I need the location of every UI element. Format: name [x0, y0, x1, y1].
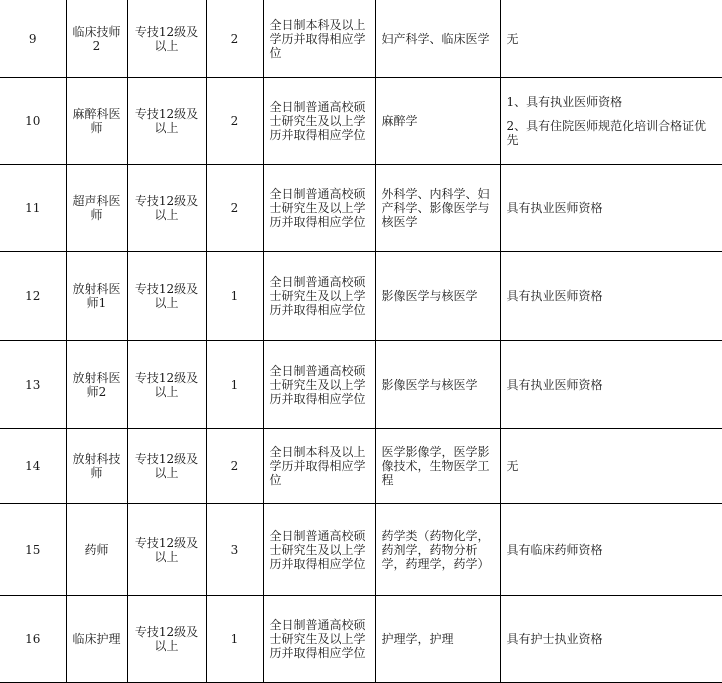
cell-grade: 专技12级及以上 — [127, 504, 206, 596]
cell-major: 药学类（药物化学，药剂学，药物分析学，药理学，药学） — [375, 504, 500, 596]
cell-number: 10 — [0, 78, 66, 165]
table-row — [0, 504, 722, 596]
cell-education: 全日制普通高校硕士研究生及以上学历并取得相应学位 — [263, 504, 375, 596]
table-row — [0, 429, 722, 504]
cell-education: 全日制本科及以上学历并取得相应学位 — [263, 0, 375, 78]
cell-education: 全日制普通高校硕士研究生及以上学历并取得相应学位 — [263, 596, 375, 683]
requirement-line: 具有临床药师资格 — [506, 542, 603, 557]
requirement-line: 1、具有执业医师资格 — [506, 95, 623, 109]
cell-major: 外科学、内科学、妇产科学、影像医学与核医学 — [375, 165, 500, 252]
cell-post-name: 临床技师2 — [66, 0, 127, 78]
requirement-line: 具有执业医师资格 — [506, 201, 603, 215]
cell-requirements — [500, 252, 722, 341]
requirement-line: 无 — [506, 31, 519, 46]
cell-requirements — [500, 0, 722, 78]
table-row — [0, 252, 722, 341]
table-row — [0, 341, 722, 429]
cell-count: 1 — [206, 252, 263, 341]
cell-major: 妇产科学、临床医学 — [375, 0, 500, 78]
cell-number: 12 — [0, 252, 66, 341]
cell-number: 16 — [0, 596, 66, 683]
cell-requirements — [500, 78, 722, 165]
cell-number: 9 — [0, 0, 66, 78]
cell-major: 影像医学与核医学 — [375, 252, 500, 341]
cell-major: 医学影像学，医学影像技术，生物医学工程 — [375, 429, 500, 504]
cell-requirements — [500, 341, 722, 429]
cell-education: 全日制本科及以上学历并取得相应学位 — [263, 429, 375, 504]
cell-count: 2 — [206, 429, 263, 504]
cell-major: 麻醉学 — [375, 78, 500, 165]
cell-count: 3 — [206, 504, 263, 596]
cell-post-name: 药师 — [66, 504, 127, 596]
cell-grade: 专技12级及以上 — [127, 429, 206, 504]
cell-post-name: 放射科医师1 — [66, 252, 127, 341]
cell-education: 全日制普通高校硕士研究生及以上学历并取得相应学位 — [263, 165, 375, 252]
requirement-line: 具有护士执业资格 — [506, 632, 603, 646]
cell-number: 14 — [0, 429, 66, 504]
cell-grade: 专技12级及以上 — [127, 78, 206, 165]
table-row — [0, 596, 722, 683]
cell-count: 2 — [206, 165, 263, 252]
cell-education: 全日制普通高校硕士研究生及以上学历并取得相应学位 — [263, 78, 375, 165]
cell-post-name: 超声科医师 — [66, 165, 127, 252]
cell-grade: 专技12级及以上 — [127, 165, 206, 252]
cell-education: 全日制普通高校硕士研究生及以上学历并取得相应学位 — [263, 252, 375, 341]
requirement-line: 具有执业医师资格 — [506, 377, 603, 392]
cell-major: 护理学，护理 — [375, 596, 500, 683]
cell-grade: 专技12级及以上 — [127, 596, 206, 683]
cell-requirements — [500, 504, 722, 596]
cell-post-name: 麻醉科医师 — [66, 78, 127, 165]
cell-requirements — [500, 429, 722, 504]
cell-number: 11 — [0, 165, 66, 252]
cell-major: 影像医学与核医学 — [375, 341, 500, 429]
cell-number: 13 — [0, 341, 66, 429]
cell-number: 15 — [0, 504, 66, 596]
cell-post-name: 放射科技师 — [66, 429, 127, 504]
cell-requirements — [500, 165, 722, 252]
requirement-line: 具有执业医师资格 — [506, 289, 603, 303]
requirement-line: 无 — [506, 459, 519, 473]
cell-post-name: 临床护理 — [66, 596, 127, 683]
cell-count: 2 — [206, 0, 263, 78]
table-row — [0, 165, 722, 252]
cell-requirements — [500, 596, 722, 683]
cell-grade: 专技12级及以上 — [127, 341, 206, 429]
table-row — [0, 78, 722, 165]
requirement-line: 2、具有住院医师规范化培训合格证优先 — [506, 119, 707, 147]
cell-grade: 专技12级及以上 — [127, 0, 206, 78]
cell-count: 1 — [206, 341, 263, 429]
cell-post-name: 放射科医师2 — [66, 341, 127, 429]
table-row — [0, 0, 722, 78]
cell-count: 1 — [206, 596, 263, 683]
cell-count: 2 — [206, 78, 263, 165]
cell-grade: 专技12级及以上 — [127, 252, 206, 341]
cell-education: 全日制普通高校硕士研究生及以上学历并取得相应学位 — [263, 341, 375, 429]
